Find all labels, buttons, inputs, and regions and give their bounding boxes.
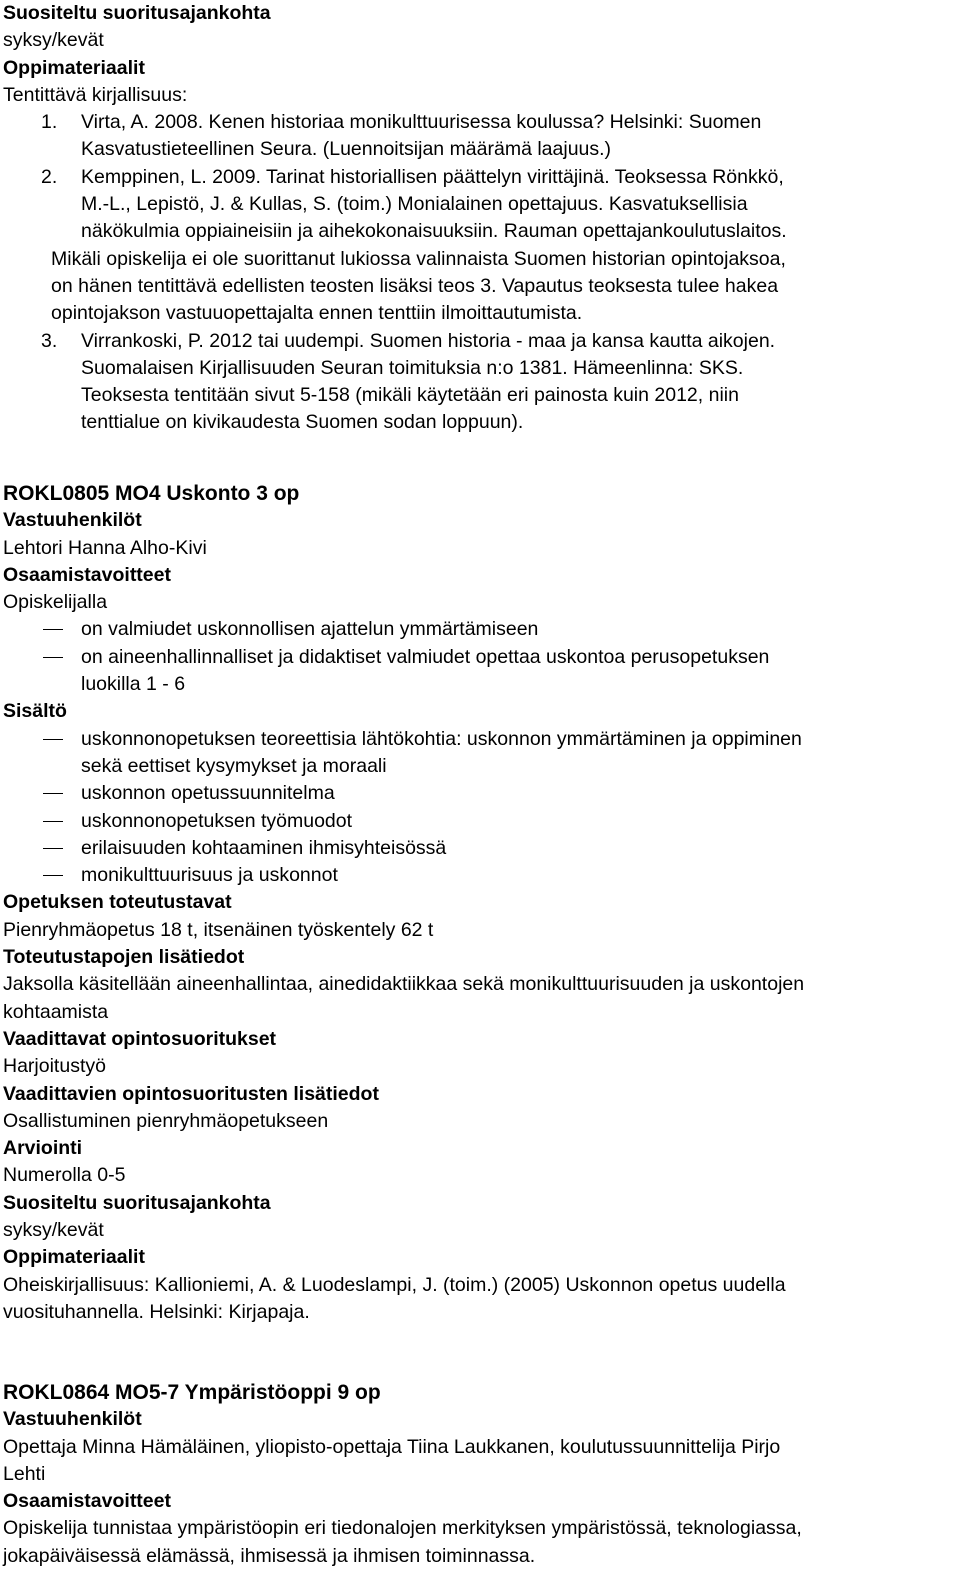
vastuuhenkilot-heading: Vastuuhenkilöt xyxy=(3,509,142,532)
list-line: on valmiudet uskonnollisen ajattelun ymmärtämiseen xyxy=(81,618,539,641)
list-line: erilaisuuden kohtaaminen ihmisyhteisössä xyxy=(81,836,447,859)
vastuuhenkilot-line: Opettaja Minna Hämäläinen, yliopisto-opettaja Tiina Laukkanen, koulutussuunnittelija Pirjo xyxy=(3,1435,781,1458)
suositeltu-value: syksy/kevät xyxy=(3,29,104,52)
arviointi-value: Numerolla 0-5 xyxy=(3,1164,126,1187)
ajankohta-value: syksy/kevät xyxy=(3,1219,104,1242)
list-item xyxy=(3,780,948,807)
list-line: Virta, A. 2008. Kenen historiaa monikulttuurisessa koulussa? Helsinki: Suomen xyxy=(81,111,762,134)
list-item xyxy=(3,726,948,781)
list-line: on aineenhallinnalliset ja didaktiset valmiudet opettaa uskontoa perusopetuksen xyxy=(81,645,770,668)
oppimateriaalit-line: vuosituhannella. Helsinki: Kirjapaja. xyxy=(3,1300,310,1323)
vastuuhenkilot-heading: Vastuuhenkilöt xyxy=(3,1408,142,1431)
list-line: sekä eettiset kysymykset ja moraali xyxy=(81,754,387,777)
list-line: M.-L., Lepistö, J. & Kullas, S. (toim.) Monialainen opettajuus. Kasvatuksellisia xyxy=(81,193,748,216)
list-item xyxy=(3,616,948,643)
list-line: näkökulmia oppiaineisiin ja aihekokonaisuuksiin. Rauman opettajankoulutuslaitos. xyxy=(81,220,787,243)
suositeltu-heading: Suositeltu suoritusajankohta xyxy=(3,2,271,24)
dash-bullet xyxy=(43,739,63,740)
list-line: tenttialue on kivikaudesta Suomen sodan loppuun). xyxy=(81,411,524,434)
dash-bullet xyxy=(43,793,63,794)
list-number: 2. xyxy=(41,165,58,188)
list-number: 3. xyxy=(41,329,58,352)
list-line: on hänen tentittävä edellisten teosten lisäksi teos 3. Vapautus teoksesta tulee hakea xyxy=(51,274,779,297)
list-line: uskonnonopetuksen teoreettisia lähtökohtia: uskonnon ymmärtäminen ja oppiminen xyxy=(81,727,802,750)
list-line: luokilla 1 - 6 xyxy=(81,673,186,696)
literature-item-2 xyxy=(3,164,948,328)
list-line: Kemppinen, L. 2009. Tarinat historiallisen päättelyn virittäjinä. Teoksessa Rönkkö, xyxy=(81,165,784,188)
vaadittavien-lisatiedot-heading: Vaadittavien opintosuoritusten lisätiedot xyxy=(3,1082,379,1105)
list-line: Suomalaisen Kirjallisuuden Seuran toimituksia n:o 1381. Hämeenlinna: SKS. xyxy=(81,356,744,379)
sisalto-heading: Sisältö xyxy=(3,700,67,723)
tentittava-label: Tentittävä kirjallisuus: xyxy=(3,83,188,106)
toteutustavat-heading: Opetuksen toteutustavat xyxy=(3,891,232,914)
list-item xyxy=(3,862,948,889)
list-item xyxy=(3,644,948,699)
course-uskonto xyxy=(3,480,948,1326)
ajankohta-heading: Suositeltu suoritusajankohta xyxy=(3,1191,271,1214)
list-line: monikulttuurisuus ja uskonnot xyxy=(81,864,338,887)
course-ymparistooppi xyxy=(3,1379,948,1570)
toteutustapojen-lisatiedot-heading: Toteutustapojen lisätiedot xyxy=(3,946,245,969)
list-line: Teoksesta tentitään sivut 5-158 (mikäli käytetään eri painosta kuin 2012, niin xyxy=(81,384,739,407)
oppimateriaalit-heading: Oppimateriaalit xyxy=(3,56,145,79)
list-line: uskonnonopetuksen työmuodot xyxy=(81,809,353,832)
literature-item-1 xyxy=(3,109,948,164)
list-line: Virrankoski, P. 2012 tai uudempi. Suomen historia - maa ja kansa kautta aikojen. xyxy=(81,329,776,352)
dash-bullet xyxy=(43,629,63,630)
dash-bullet xyxy=(43,821,63,822)
osaamistavoitteet-intro: Opiskelijalla xyxy=(3,591,108,614)
list-number: 1. xyxy=(41,111,58,134)
osaamistavoitteet-heading: Osaamistavoitteet xyxy=(3,1490,171,1513)
vaadittavien-lisatiedot-value: Osallistuminen pienryhmäopetukseen xyxy=(3,1109,329,1132)
list-line: Mikäli opiskelija ei ole suorittanut lukiossa valinnaista Suomen historian opintojaksoa, xyxy=(51,247,786,270)
toteutustavat-value: Pienryhmäopetus 18 t, itsenäinen työskentely 62 t xyxy=(3,918,434,941)
vastuuhenkilot-value: Lehtori Hanna Alho-Kivi xyxy=(3,536,207,559)
literature-item-3 xyxy=(3,328,948,437)
oppimateriaalit-line: Oheiskirjallisuus: Kallioniemi, A. & Luodeslampi, J. (toim.) (2005) Uskonnon opetus uudella xyxy=(3,1273,786,1296)
list-item xyxy=(3,835,948,862)
vaadittavat-value: Harjoitustyö xyxy=(3,1055,106,1078)
course-title: ROKL0864 MO5-7 Ympäristöoppi 9 op xyxy=(3,1381,381,1404)
dash-bullet xyxy=(43,657,63,658)
dash-bullet xyxy=(43,848,63,849)
osaamistavoitteet-line: Opiskelija tunnistaa ympäristöopin eri tiedonalojen merkityksen ympäristössä, teknologiassa, xyxy=(3,1517,802,1540)
list-item xyxy=(3,808,948,835)
list-line: Kasvatustieteellinen Seura. (Luennoitsijan määrämä laajuus.) xyxy=(81,138,612,161)
arviointi-heading: Arviointi xyxy=(3,1137,83,1160)
oppimateriaalit-heading: Oppimateriaalit xyxy=(3,1246,145,1269)
vaadittavat-heading: Vaadittavat opintosuoritukset xyxy=(3,1027,277,1050)
list-line: uskonnon opetussuunnitelma xyxy=(81,782,335,805)
course-title: ROKL0805 MO4 Uskonto 3 op xyxy=(3,482,300,505)
toteutustapojen-lisatiedot-line: kohtaamista xyxy=(3,1000,109,1023)
osaamistavoitteet-heading: Osaamistavoitteet xyxy=(3,563,171,586)
list-line: opintojakson vastuuopettajalta ennen tenttiin ilmoittautumista. xyxy=(51,302,583,325)
vastuuhenkilot-line: Lehti xyxy=(3,1462,46,1485)
dash-bullet xyxy=(43,875,63,876)
osaamistavoitteet-line: jokapäiväisessä elämässä, ihmisessä ja ihmisen toiminnassa. xyxy=(3,1544,536,1567)
toteutustapojen-lisatiedot-line: Jaksolla käsitellään aineenhallintaa, ainedidaktiikkaa sekä monikulttuurisuuden ja uskontojen xyxy=(3,973,805,996)
top-section xyxy=(3,0,948,437)
